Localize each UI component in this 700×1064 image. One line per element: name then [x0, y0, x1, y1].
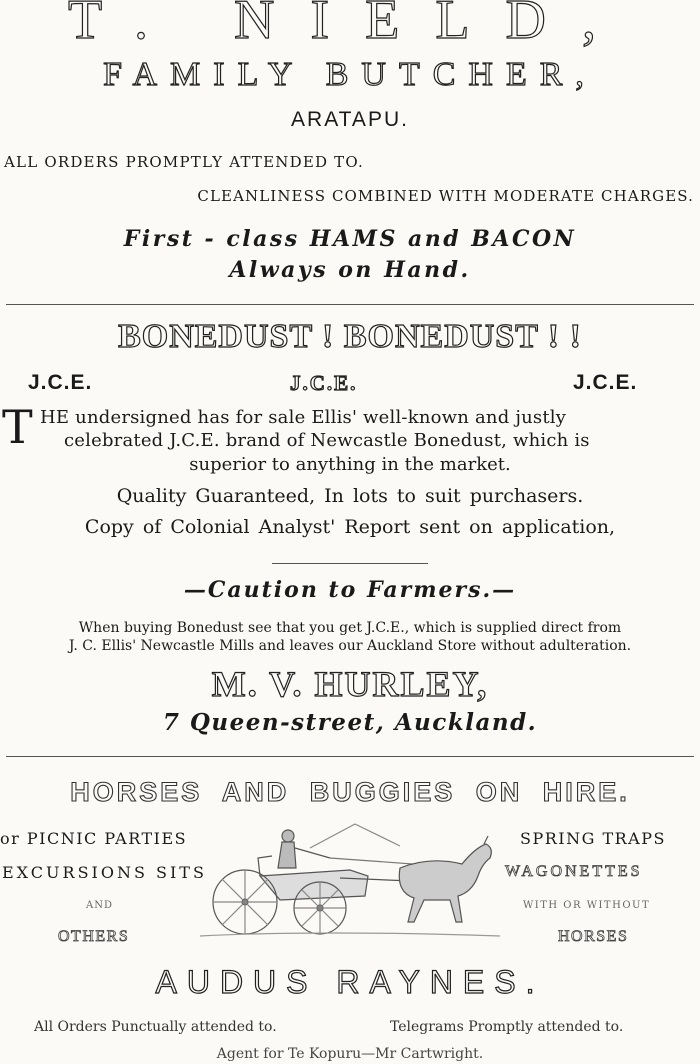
caution-line-1: When buying Bonedust see that you get J.C.E., which is supplied direct from: [78, 620, 622, 636]
caution-heading: —Caution to Farmers.—: [183, 577, 517, 603]
merchant-name: M. V. HURLEY,: [211, 664, 489, 704]
brand-center: J.C.E.: [290, 371, 358, 395]
nield-hams-bacon: First - class HAMS and BACON: [123, 226, 577, 252]
left-item-4: OTHERS: [58, 928, 130, 945]
para-line-1: HE undersigned has for sale Ellis' well-known and justly: [40, 407, 567, 428]
nield-trade: FAMILY BUTCHER,: [103, 56, 597, 93]
right-item-4: HORSES: [558, 928, 629, 945]
divider-1: [6, 304, 694, 305]
para-line-2: celebrated J.C.E. brand of Newcastle Bonedust, which is: [64, 430, 590, 451]
bonedust-headline: BONEDUST ! BONEDUST ! !: [118, 318, 582, 355]
caution-line-2: J. C. Ellis' Newcastle Mills and leaves our Auckland Store without adulteration.: [68, 638, 632, 654]
right-item-1: SPRING TRAPS: [520, 829, 666, 848]
nield-line-cleanliness: CLEANLINESS COMBINED WITH MODERATE CHARGES.: [197, 187, 694, 205]
copy-line: Copy of Colonial Analyst' Report sent on application,: [84, 516, 616, 538]
quality-line: Quality Guaranteed, In lots to suit purchasers.: [116, 485, 584, 507]
horse-buggy-illustration: [200, 818, 500, 948]
agent-line: Agent for Te Kopuru—Mr Cartwright.: [216, 1046, 484, 1062]
dropcap: T: [2, 400, 33, 454]
left-item-3: AND: [86, 900, 113, 911]
brand-left: J.C.E.: [28, 371, 93, 394]
left-item-2: EXCURSIONS SITS: [2, 863, 207, 882]
nield-name: T. NIELD,: [68, 0, 632, 51]
short-rule: [272, 563, 428, 564]
right-item-3: WITH OR WITHOUT: [523, 900, 651, 911]
footer-right: Telegrams Promptly attended to.: [390, 1019, 624, 1035]
right-item-2: WAGONETTES: [505, 863, 643, 880]
nield-place: ARATAPU.: [291, 108, 409, 131]
brand-right: J.C.E.: [573, 371, 638, 394]
hire-headline: HORSES AND BUGGIES ON HIRE.: [70, 777, 630, 807]
merchant-address: 7 Queen-street, Auckland.: [162, 709, 538, 736]
divider-2: [6, 756, 694, 757]
para-line-3: superior to anything in the market.: [189, 454, 511, 475]
left-item-1: or PICNIC PARTIES: [0, 829, 188, 848]
footer-left: All Orders Punctually attended to.: [34, 1019, 277, 1035]
nield-line-orders: ALL ORDERS PROMPTLY ATTENDED TO.: [4, 153, 364, 171]
nield-always-on-hand: Always on Hand.: [229, 257, 471, 283]
proprietor-name: AUDUS RAYNES.: [155, 964, 545, 1000]
